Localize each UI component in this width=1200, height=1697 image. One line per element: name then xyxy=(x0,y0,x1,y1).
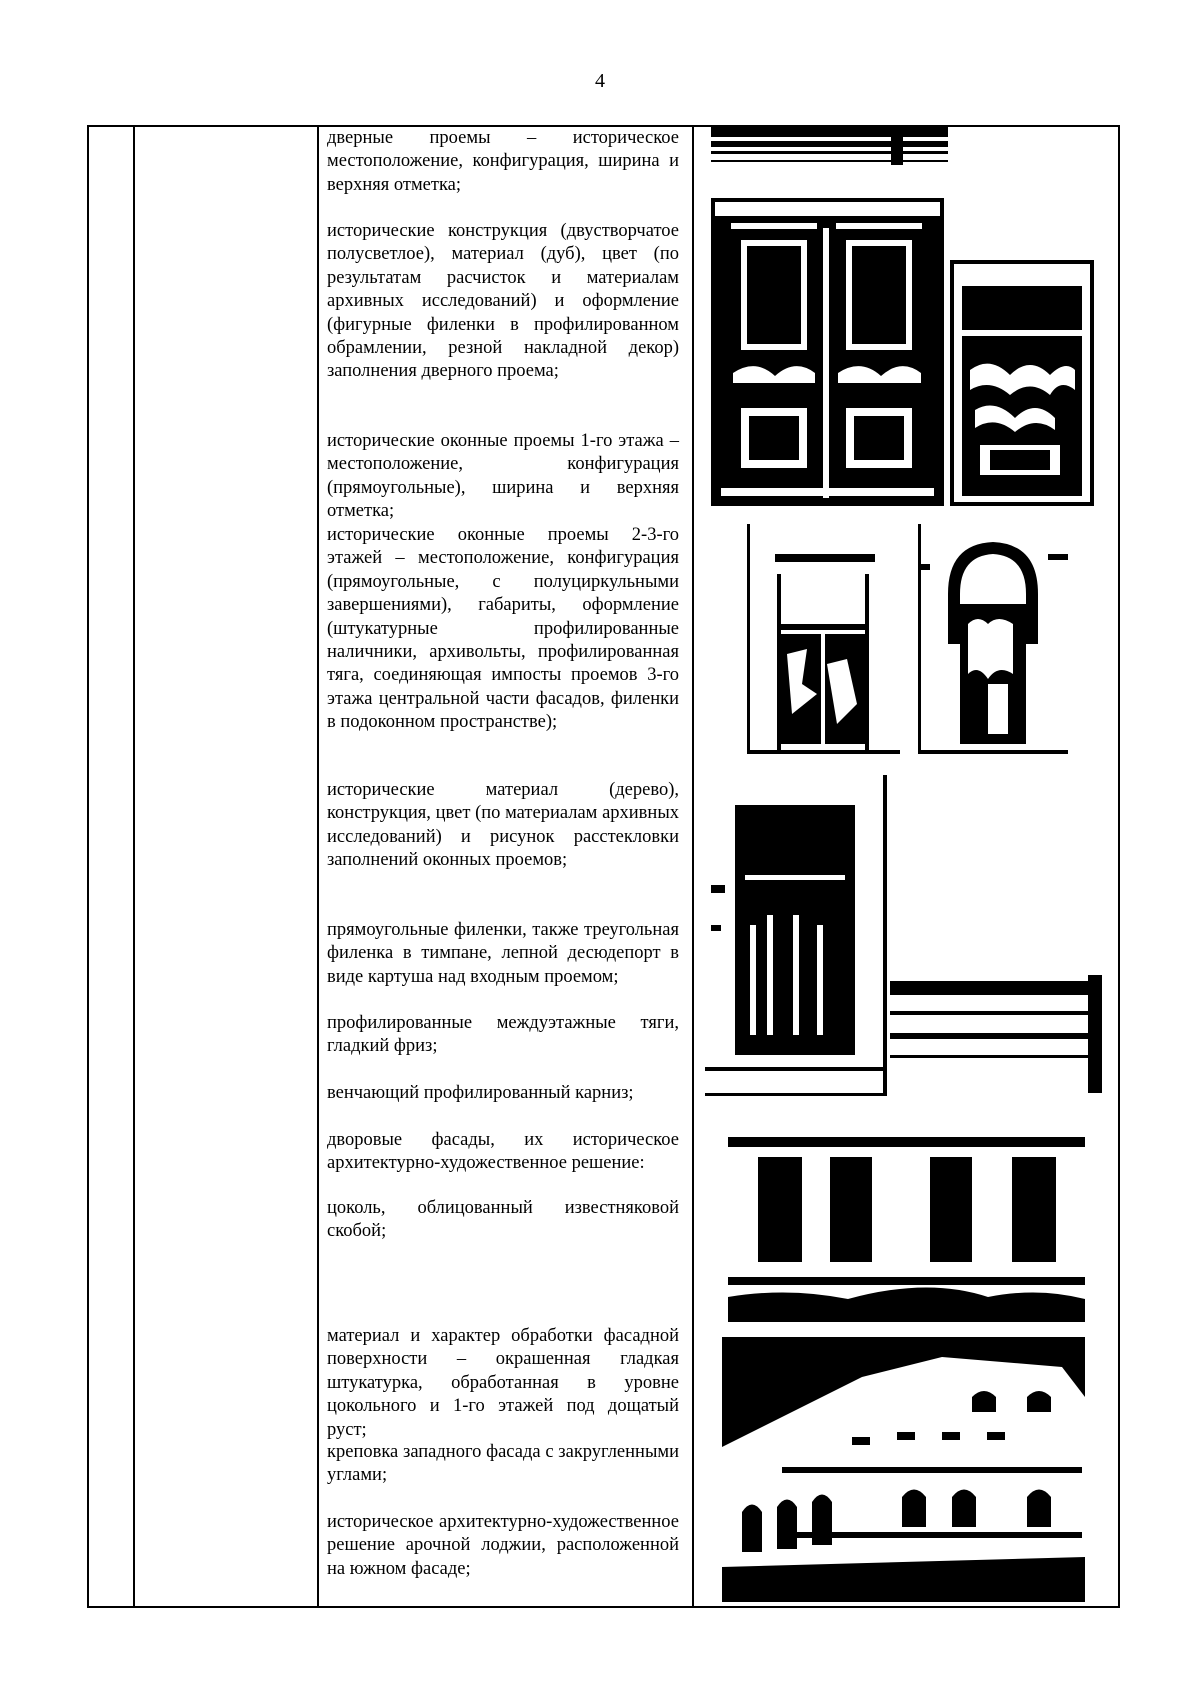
text-west-facade: креповка западного фасада с закругленными углами; xyxy=(327,1442,679,1486)
photo-entrance-door xyxy=(711,198,944,506)
photo-main-facade xyxy=(722,1337,1085,1602)
text-cornices: профилированные междуэтажные тяги, гладкий фриз; xyxy=(327,1013,679,1057)
photo-facade-strip xyxy=(711,127,948,165)
column-divider-1 xyxy=(133,125,135,1608)
page-number: 4 xyxy=(595,70,605,92)
table-bottom-border xyxy=(87,1606,1120,1608)
text-doorways: дверные проемы – историческое местоположение, конфигурация, ширина и верхняя отметка; xyxy=(327,128,679,195)
text-loggia: историческое архитектурно-художественное решение арочной лоджии, расположенной на южном фасаде; xyxy=(327,1512,679,1579)
photo-window-casement xyxy=(705,775,887,1096)
photo-upper-window-rectangular xyxy=(747,524,900,754)
column-divider-3 xyxy=(692,125,694,1608)
photo-courtyard-facade xyxy=(728,1127,1085,1322)
text-plinth: цоколь, облицованный известняковой скобой; xyxy=(327,1198,679,1242)
text-crowning-cornice: венчающий профилированный карниз; xyxy=(327,1083,634,1103)
text-windows-ground-floor: исторические оконные проемы 1-го этажа – местоположение, конфигурация (прямоугольные), ширина и верхняя отметка; xyxy=(327,431,679,522)
table-border-left xyxy=(87,125,89,1608)
photo-cornice xyxy=(890,975,1102,1093)
text-door-filling: исторические конструкция (двустворчатое полусветлое), материал (дуб), цвет (по результатам расчисток и материалам архивных исследований) и оформление (фигурные филенки в профилированном обрамлении, резной накладной декор) заполнения дверного проема; xyxy=(327,221,679,382)
column-divider-2 xyxy=(317,125,319,1608)
photo-upper-window-arched xyxy=(918,524,1068,754)
text-panels: прямоугольные филенки, также треугольная филенка в тимпане, лепной десюдепорт в виде картуша над входным проемом; xyxy=(327,920,679,987)
text-facade-surface: материал и характер обработки фасадной поверхности – окрашенная гладкая штукатурка, обработанная в уровне цокольного и 1-го этажей под дощатый руст; xyxy=(327,1326,679,1440)
text-window-filling: исторические материал (дерево), конструкция, цвет (по материалам архивных исследований) и рисунок расстекловки заполнений оконных проемов; xyxy=(327,780,679,871)
text-windows-upper-floors: исторические оконные проемы 2-3-го этажей – местоположение, конфигурация (прямоугольные, с полуциркульными завершениями), габариты, оформление (штукатурные профилированные наличники, архивольты, профилированная тяга, соединяющая импосты проемов 3-го этажа центральной части фасадов, филенки в подоконном пространстве); xyxy=(327,525,679,733)
text-courtyard-facades: дворовые фасады, их историческое архитектурно-художественное решение: xyxy=(327,1130,679,1174)
table-border-right xyxy=(1118,125,1120,1608)
photo-ground-floor-window xyxy=(950,260,1094,506)
